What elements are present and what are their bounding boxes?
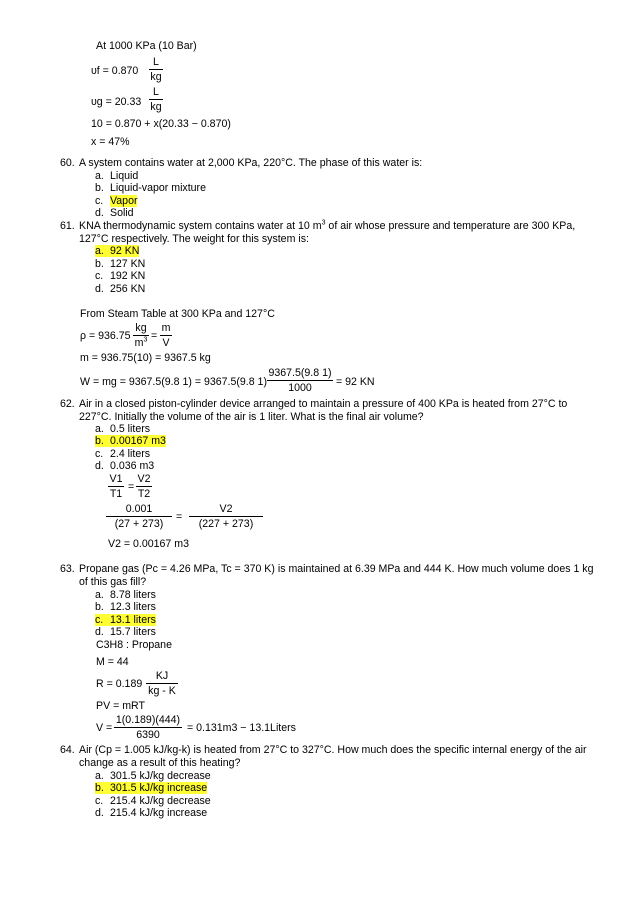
q61-option-b: b. 127 KN [95, 258, 146, 270]
q61-option-a: a. 92 KN [95, 245, 140, 257]
weight-equation: W = mg = 9367.5(9.8 1) = 9367.5(9.8 1) [80, 376, 267, 388]
q60-option-a: a. Liquid [95, 170, 139, 182]
q61-option-d: d. 256 KN [95, 283, 146, 295]
propane-header: C3H8 : Propane [96, 639, 172, 651]
q61-option-c: c. 192 KN [95, 270, 146, 282]
question-62 [60, 398, 602, 424]
equals-sign: = [151, 330, 158, 342]
question-number: 60. [60, 157, 75, 169]
question-number: 61. [60, 220, 75, 232]
highlighted-answer: 301.5 kJ/kg increase [110, 782, 208, 794]
quality-result: x = 47% [91, 136, 130, 148]
highlighted-answer: 0.00167 m3 [110, 435, 166, 447]
highlighted-answer: Vapor [110, 195, 138, 207]
highlighted-answer: 92 KN [110, 245, 140, 257]
q63-option-b: b. 12.3 liters [95, 601, 156, 613]
gas-constant-unit: KJ kg - K [146, 670, 178, 697]
q63-option-a: a. 8.78 liters [95, 589, 156, 601]
vf-unit-fraction [149, 56, 163, 83]
weight-result: = 92 KN [336, 376, 375, 388]
density-equation: ρ = 936.75 [80, 330, 131, 342]
final-state-fraction: V2 (227 + 273) [189, 503, 263, 530]
q64-option-c: c. 215.4 kJ/kg decrease [95, 795, 211, 807]
vf-equation: υf = 0.870 [91, 65, 139, 77]
question-number: 64. [60, 744, 75, 756]
question-number: 62. [60, 398, 75, 410]
q64-option-b: b. 301.5 kJ/kg increase [95, 782, 208, 794]
quality-equation: 10 = 0.870 + x(20.33 − 0.870) [91, 118, 231, 130]
density-unit-fraction: kg $m^3$ [134, 322, 148, 349]
fraction-bar [149, 99, 163, 100]
vg-unit-fraction [149, 86, 163, 113]
gas-constant-equation: R = 0.189 [96, 678, 143, 690]
q63-option-c: c. 13.1 liters [95, 614, 156, 626]
q62-option-b: b. 0.00167 m3 [95, 435, 166, 447]
q60-option-c: c. Vapor [95, 195, 138, 207]
question-text: KNA thermodynamic system contains water at 10 $m^3$ of air whose pressure and temperature are 300 KPa, 127°C respectively. The weight for this system is: [79, 219, 576, 245]
molar-mass: M = 44 [96, 656, 129, 668]
fraction-denominator: kg [150, 101, 162, 113]
question-text: Air (Cp = 1.005 kJ/kg-k) is heated from 27°C to 327°C. How much does the specific internal energy of the air change as a result of this heating? [79, 744, 587, 769]
v1-t1-fraction: V1 T1 [109, 473, 123, 500]
weight-fraction: 9367.5(9.8 1) 1000 [268, 367, 332, 394]
q60-option-d: d. Solid [95, 207, 134, 219]
initial-state-fraction: 0.001 (27 + 273) [106, 503, 172, 530]
q63-option-d: d. 15.7 liters [95, 626, 156, 638]
volume-result: = 0.131m3 − 13.1Liters [187, 722, 296, 734]
q62-option-d: d. 0.036 m3 [95, 460, 155, 472]
fraction-denominator: kg [150, 71, 162, 83]
question-text: Air in a closed piston-cylinder device arranged to maintain a pressure of 400 KPa is heated from 27°C to 227°C. Initially the volume of the air is 1 liter. What is the final air volume? [79, 398, 568, 423]
steam-table-header: From Steam Table at 300 KPa and 127°C [80, 308, 275, 320]
volume-fraction: 1(0.189)(444) 6390 [115, 714, 181, 741]
equals-sign: = [128, 481, 135, 493]
question-60 [60, 157, 602, 170]
volume-equation: V = [96, 722, 113, 734]
q62-option-a: a. 0.5 liters [95, 423, 151, 435]
highlighted-answer: 13.1 liters [110, 614, 156, 626]
question-61 [60, 220, 602, 246]
v2-t2-fraction: V2 T2 [137, 473, 151, 500]
calc-header: At 1000 KPa (10 Bar) [96, 40, 197, 52]
mass-equation: m = 936.75(10) = 9367.5 kg [80, 352, 211, 364]
fraction-bar [149, 69, 163, 70]
ideal-gas-law: PV = mRT [96, 700, 145, 712]
mass-volume-fraction: m V [161, 322, 171, 349]
q60-option-b: b. Liquid-vapor mixture [95, 182, 206, 194]
q64-option-d: d. 215.4 kJ/kg increase [95, 807, 208, 819]
question-number: 63. [60, 563, 75, 575]
q64-option-a: a. 301.5 kJ/kg decrease [95, 770, 211, 782]
vg-equation: υg = 20.33 [91, 96, 142, 108]
question-text: A system contains water at 2,000 KPa, 220°C. The phase of this water is: [79, 157, 423, 169]
final-volume-result: V2 = 0.00167 m3 [108, 538, 189, 550]
question-text: Propane gas (Pc = 4.26 MPa, Tc = 370 K) is maintained at 6.39 MPa and 444 K. How much volume does 1 kg of this gas fill? [79, 563, 594, 588]
fraction-numerator: L [153, 56, 159, 68]
question-63 [60, 563, 602, 589]
q62-option-c: c. 2.4 liters [95, 448, 151, 460]
fraction-numerator: L [153, 86, 159, 98]
equals-sign: = [176, 511, 183, 523]
question-64 [60, 744, 602, 770]
